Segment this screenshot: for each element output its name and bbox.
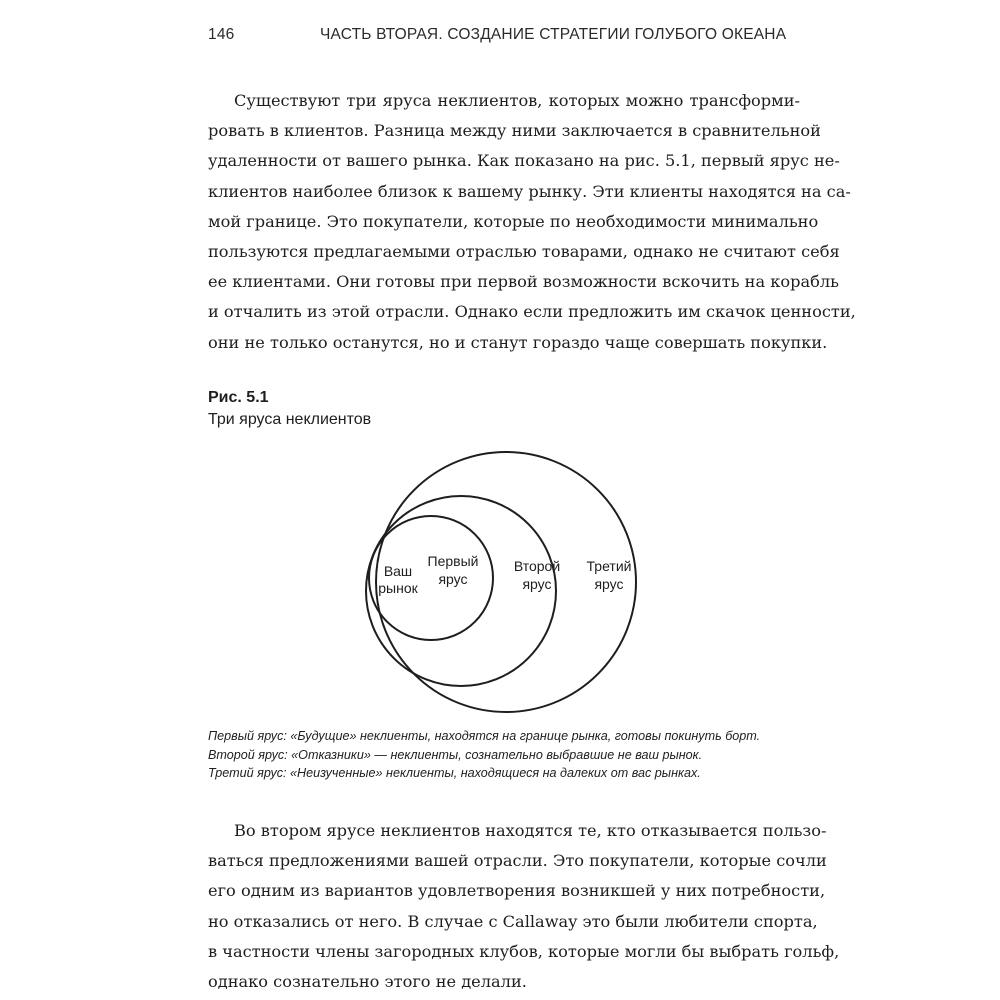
text-line: мой границе. Это покупатели, которые по необходимости минимально	[208, 211, 819, 231]
text-line: его одним из вариантов удовлетворения возникшей у них потребности,	[208, 881, 826, 901]
tier2-label-line1: Второй	[513, 558, 561, 574]
tier1-label-line1: Первый	[427, 553, 479, 569]
text-line: и отчалить из этой отрасли. Однако если предложить им скачок ценности,	[208, 302, 856, 322]
running-title: ЧАСТЬ ВТОРАЯ. СОЗДАНИЕ СТРАТЕГИИ ГОЛУБОГО ОКЕАНА	[320, 26, 787, 43]
market-label-line2: рынок	[378, 580, 418, 596]
caption-line: Второй ярус: «Отказники» — неклиенты, сознательно выбравшие не ваш рынок.	[208, 747, 703, 762]
text-line: но отказались от него. В случае с Callaway это были любители спорта,	[208, 911, 818, 931]
text-line: удаленности от вашего рынка. Как показано на рис. 5.1, первый ярус не-	[208, 151, 840, 171]
market-ring	[369, 516, 493, 640]
text-line: однако сознательно этого не делали.	[208, 972, 527, 992]
tier1-label-line2: ярус	[438, 571, 468, 587]
body-paragraph-2	[208, 816, 840, 997]
tier2-label-line2: ярус	[522, 576, 552, 592]
tier3-label-line2: ярус	[594, 576, 624, 592]
text-line: Существуют три яруса неклиентов, которых можно трансформи-	[234, 91, 800, 110]
tier3-ring	[376, 452, 636, 712]
body-paragraph-1	[208, 86, 856, 358]
text-line: в частности члены загородных клубов, которые могли бы выбрать гольф,	[208, 941, 840, 961]
figure-label: Рис. 5.1	[208, 389, 269, 406]
tier2-ring	[366, 496, 556, 686]
text-line: ваться предложениями вашей отрасли. Это покупатели, которые сочли	[208, 851, 827, 871]
text-line: клиентов наиболее близок к вашему рынку. Эти клиенты находятся на са-	[208, 181, 851, 201]
text-line: ее клиентами. Они готовы при первой возможности вскочить на корабль	[208, 272, 839, 292]
figure-title: Три яруса неклиентов	[208, 411, 372, 428]
text-line: Во втором ярусе неклиентов находятся те, кто отказывается пользо-	[234, 821, 827, 840]
page-number: 146	[208, 26, 235, 43]
caption-line: Третий ярус: «Неизученные» неклиенты, находящиеся на далеких от вас рынках.	[208, 766, 701, 780]
text-line: они не только останутся, но и станут гораздо чаще совершать покупки.	[208, 332, 828, 352]
figure-caption	[208, 727, 808, 783]
market-label-line1: Ваш	[383, 563, 413, 579]
tier3-label-line1: Третий	[586, 558, 632, 574]
text-line: пользуются предлагаемыми отраслью товарами, однако не считают себя	[208, 242, 840, 262]
text-line: ровать в клиентов. Разница между ними заключается в сравнительной	[208, 121, 821, 141]
caption-line: Первый ярус: «Будущие» неклиенты, находятся на границе рынка, готовы покинуть борт.	[208, 729, 761, 743]
